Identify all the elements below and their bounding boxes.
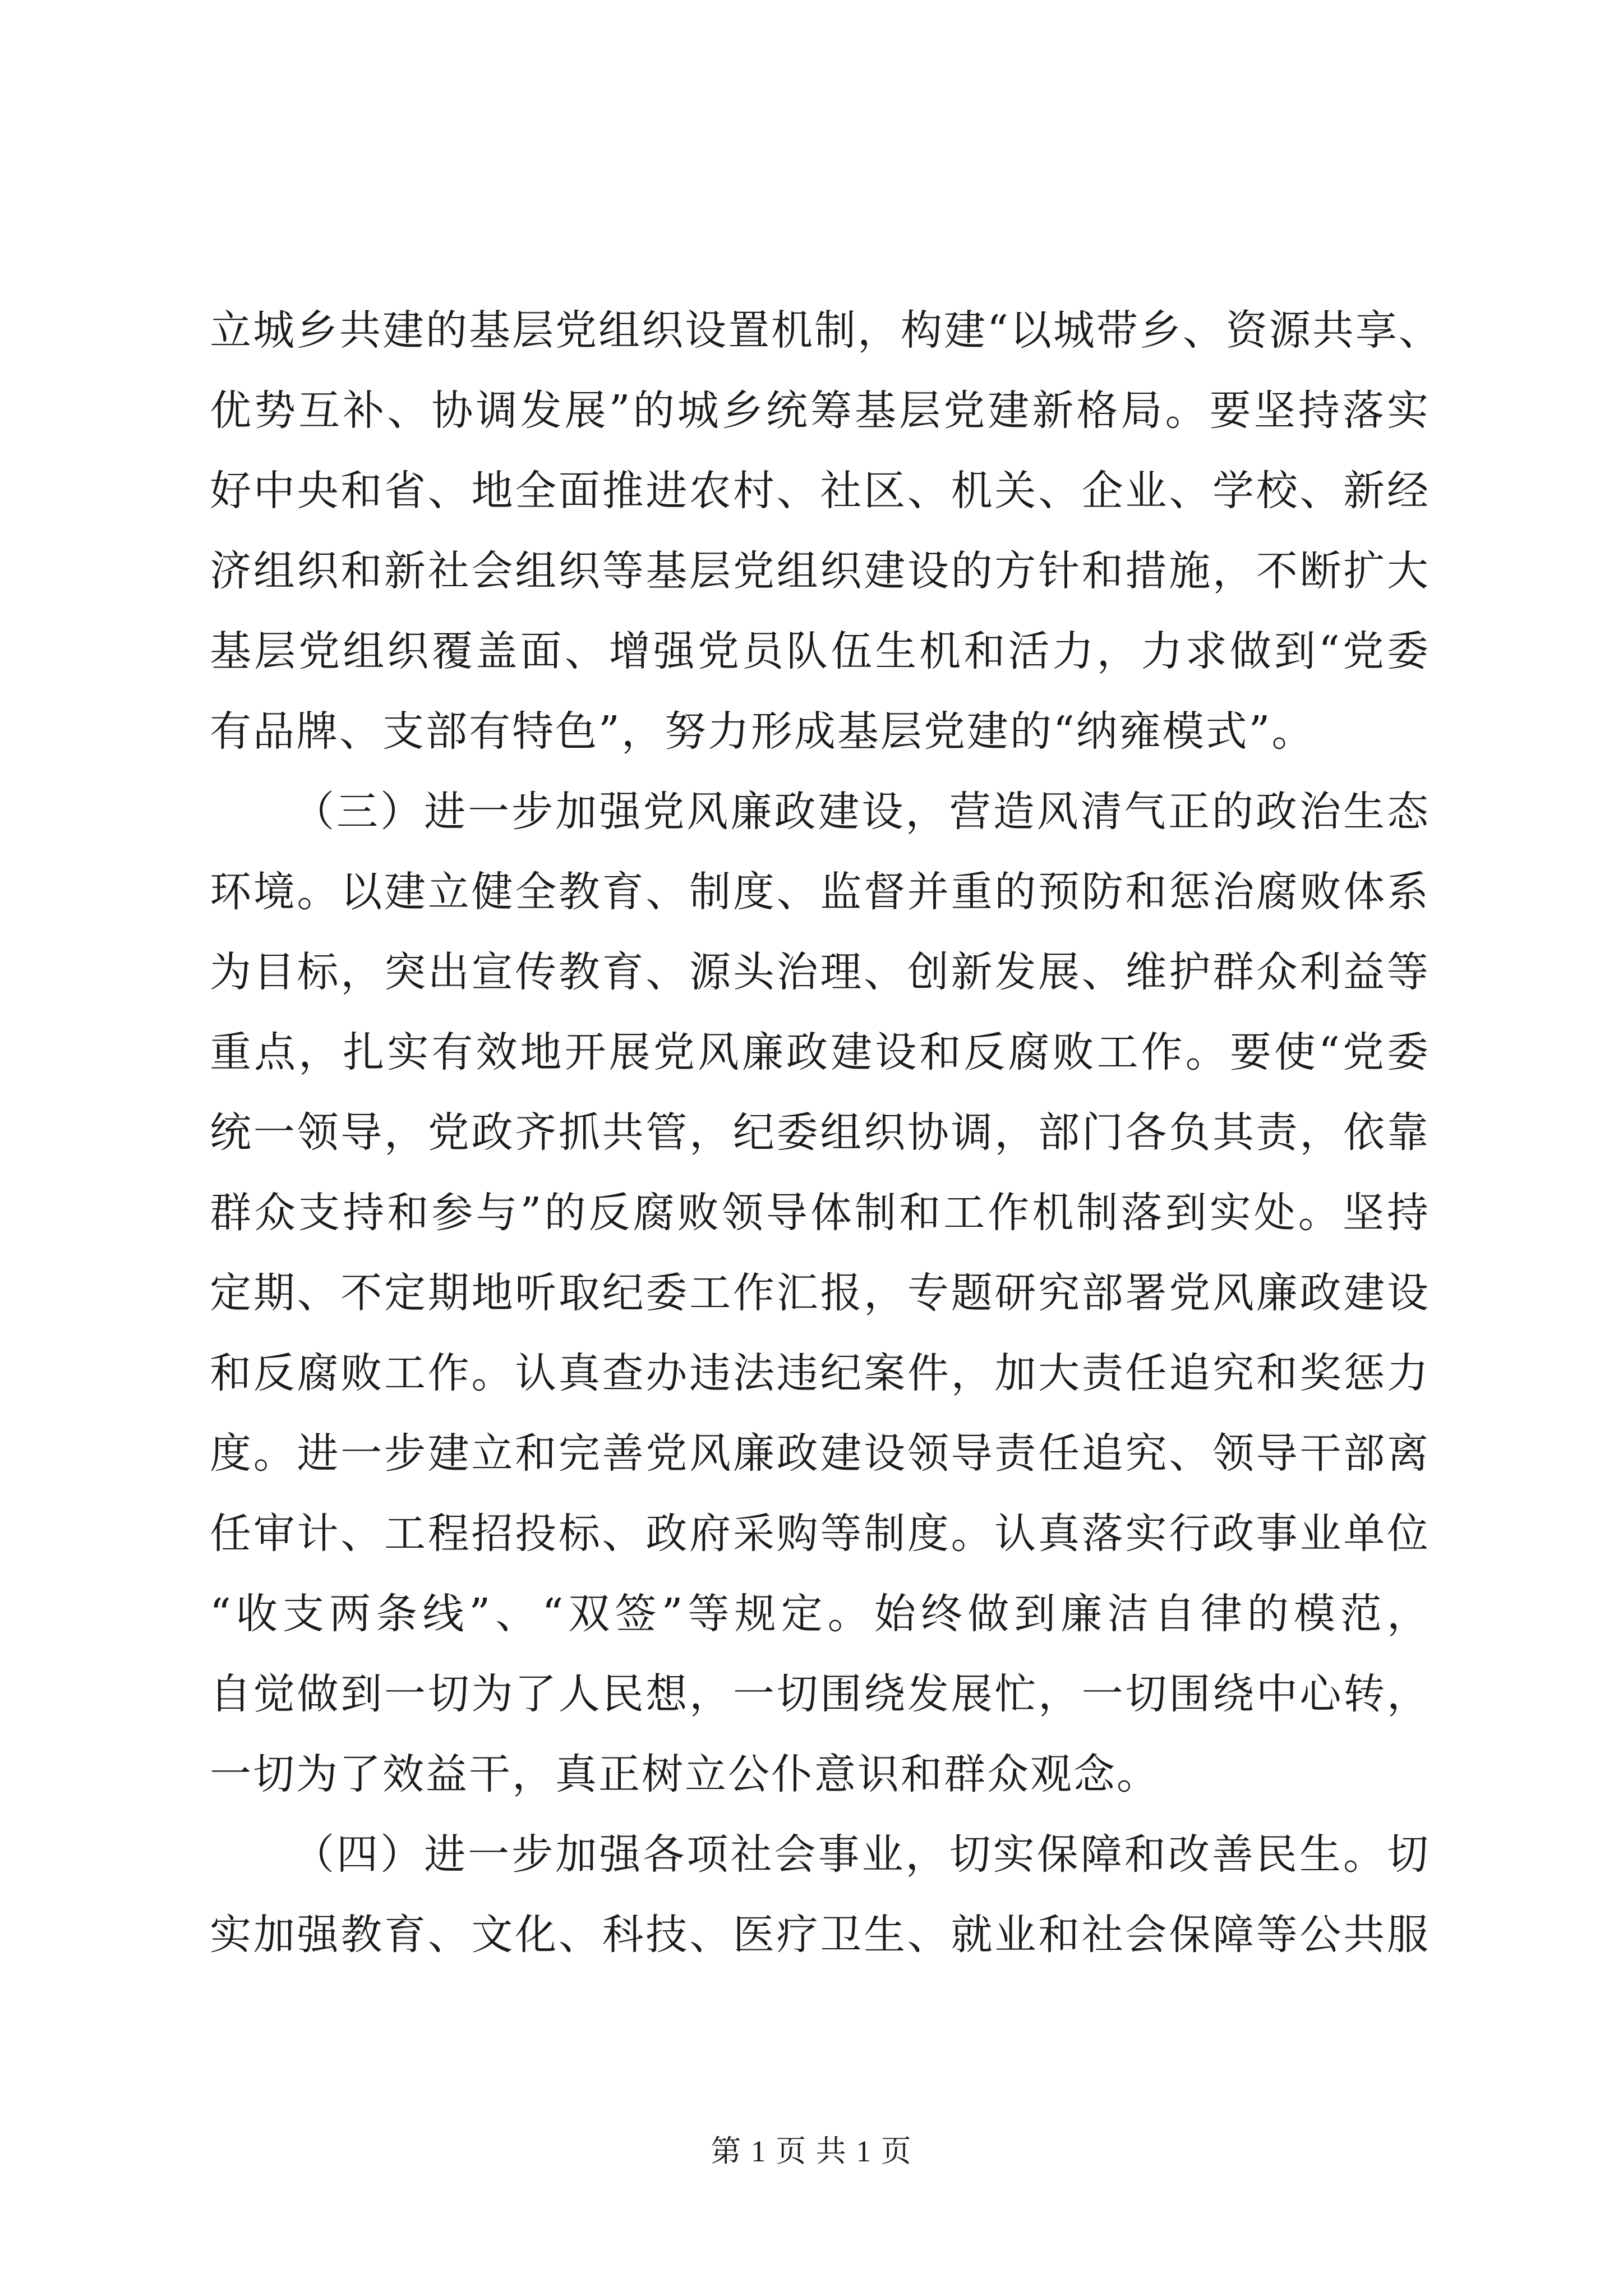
text-line: （四）进一步加强各项社会事业，切实保障和改善民生。切 bbox=[293, 1830, 1430, 1879]
text-line: 济组织和新社会组织等基层党组织建设的方针和措施，不断扩大 bbox=[210, 547, 1430, 595]
text-line: 一切为了效益干，真正树立公仆意识和群众观念。 bbox=[210, 1750, 1160, 1798]
text-line: 优势互补、协调发展”的城乡统筹基层党建新格局。要坚持落实 bbox=[210, 386, 1430, 435]
text-line: 群众支持和参与”的反腐败领导体制和工作机制落到实处。坚持 bbox=[210, 1189, 1430, 1237]
text-line: 环境。以建立健全教育、制度、监督并重的预防和惩治腐败体系 bbox=[210, 868, 1430, 916]
text-line: 为目标，突出宣传教育、源头治理、创新发展、维护群众利益等 bbox=[210, 948, 1430, 996]
text-line: 好中央和省、地全面推进农村、社区、机关、企业、学校、新经 bbox=[210, 467, 1430, 515]
text-line: 度。进一步建立和完善党风廉政建设领导责任追究、领导干部离 bbox=[210, 1429, 1430, 1478]
page-footer: 第 1 页 共 1 页 bbox=[711, 2134, 912, 2168]
text-line: （三）进一步加强党风廉政建设，营造风清气正的政治生态 bbox=[293, 788, 1430, 836]
text-line: 自觉做到一切为了人民想，一切围绕发展忙，一切围绕中心转， bbox=[210, 1670, 1430, 1718]
text-line: 实加强教育、文化、科技、医疗卫生、就业和社会保障等公共服 bbox=[210, 1911, 1430, 1959]
text-line: 和反腐败工作。认真查办违法违纪案件，加大责任追究和奖惩力 bbox=[210, 1349, 1430, 1397]
text-line: 定期、不定期地听取纪委工作汇报，专题研究部署党风廉政建设 bbox=[210, 1269, 1430, 1317]
text-line: 有品牌、支部有特色”，努力形成基层党建的“纳雍模式”。 bbox=[210, 707, 1315, 756]
text-line: 基层党组织覆盖面、增强党员队伍生机和活力，力求做到“党委 bbox=[210, 627, 1430, 675]
text-line: “收支两条线”、“双签”等规定。始终做到廉洁自律的模范， bbox=[210, 1590, 1430, 1638]
text-line: 统一领导，党政齐抓共管，纪委组织协调，部门各负其责，依靠 bbox=[210, 1108, 1430, 1157]
text-line: 重点，扎实有效地开展党风廉政建设和反腐败工作。要使“党委 bbox=[210, 1028, 1430, 1076]
text-line: 任审计、工程招投标、政府采购等制度。认真落实行政事业单位 bbox=[210, 1510, 1430, 1558]
document-body bbox=[210, 291, 1442, 1975]
text-line: 立城乡共建的基层党组织设置机制，构建“以城带乡、资源共享、 bbox=[210, 306, 1442, 355]
